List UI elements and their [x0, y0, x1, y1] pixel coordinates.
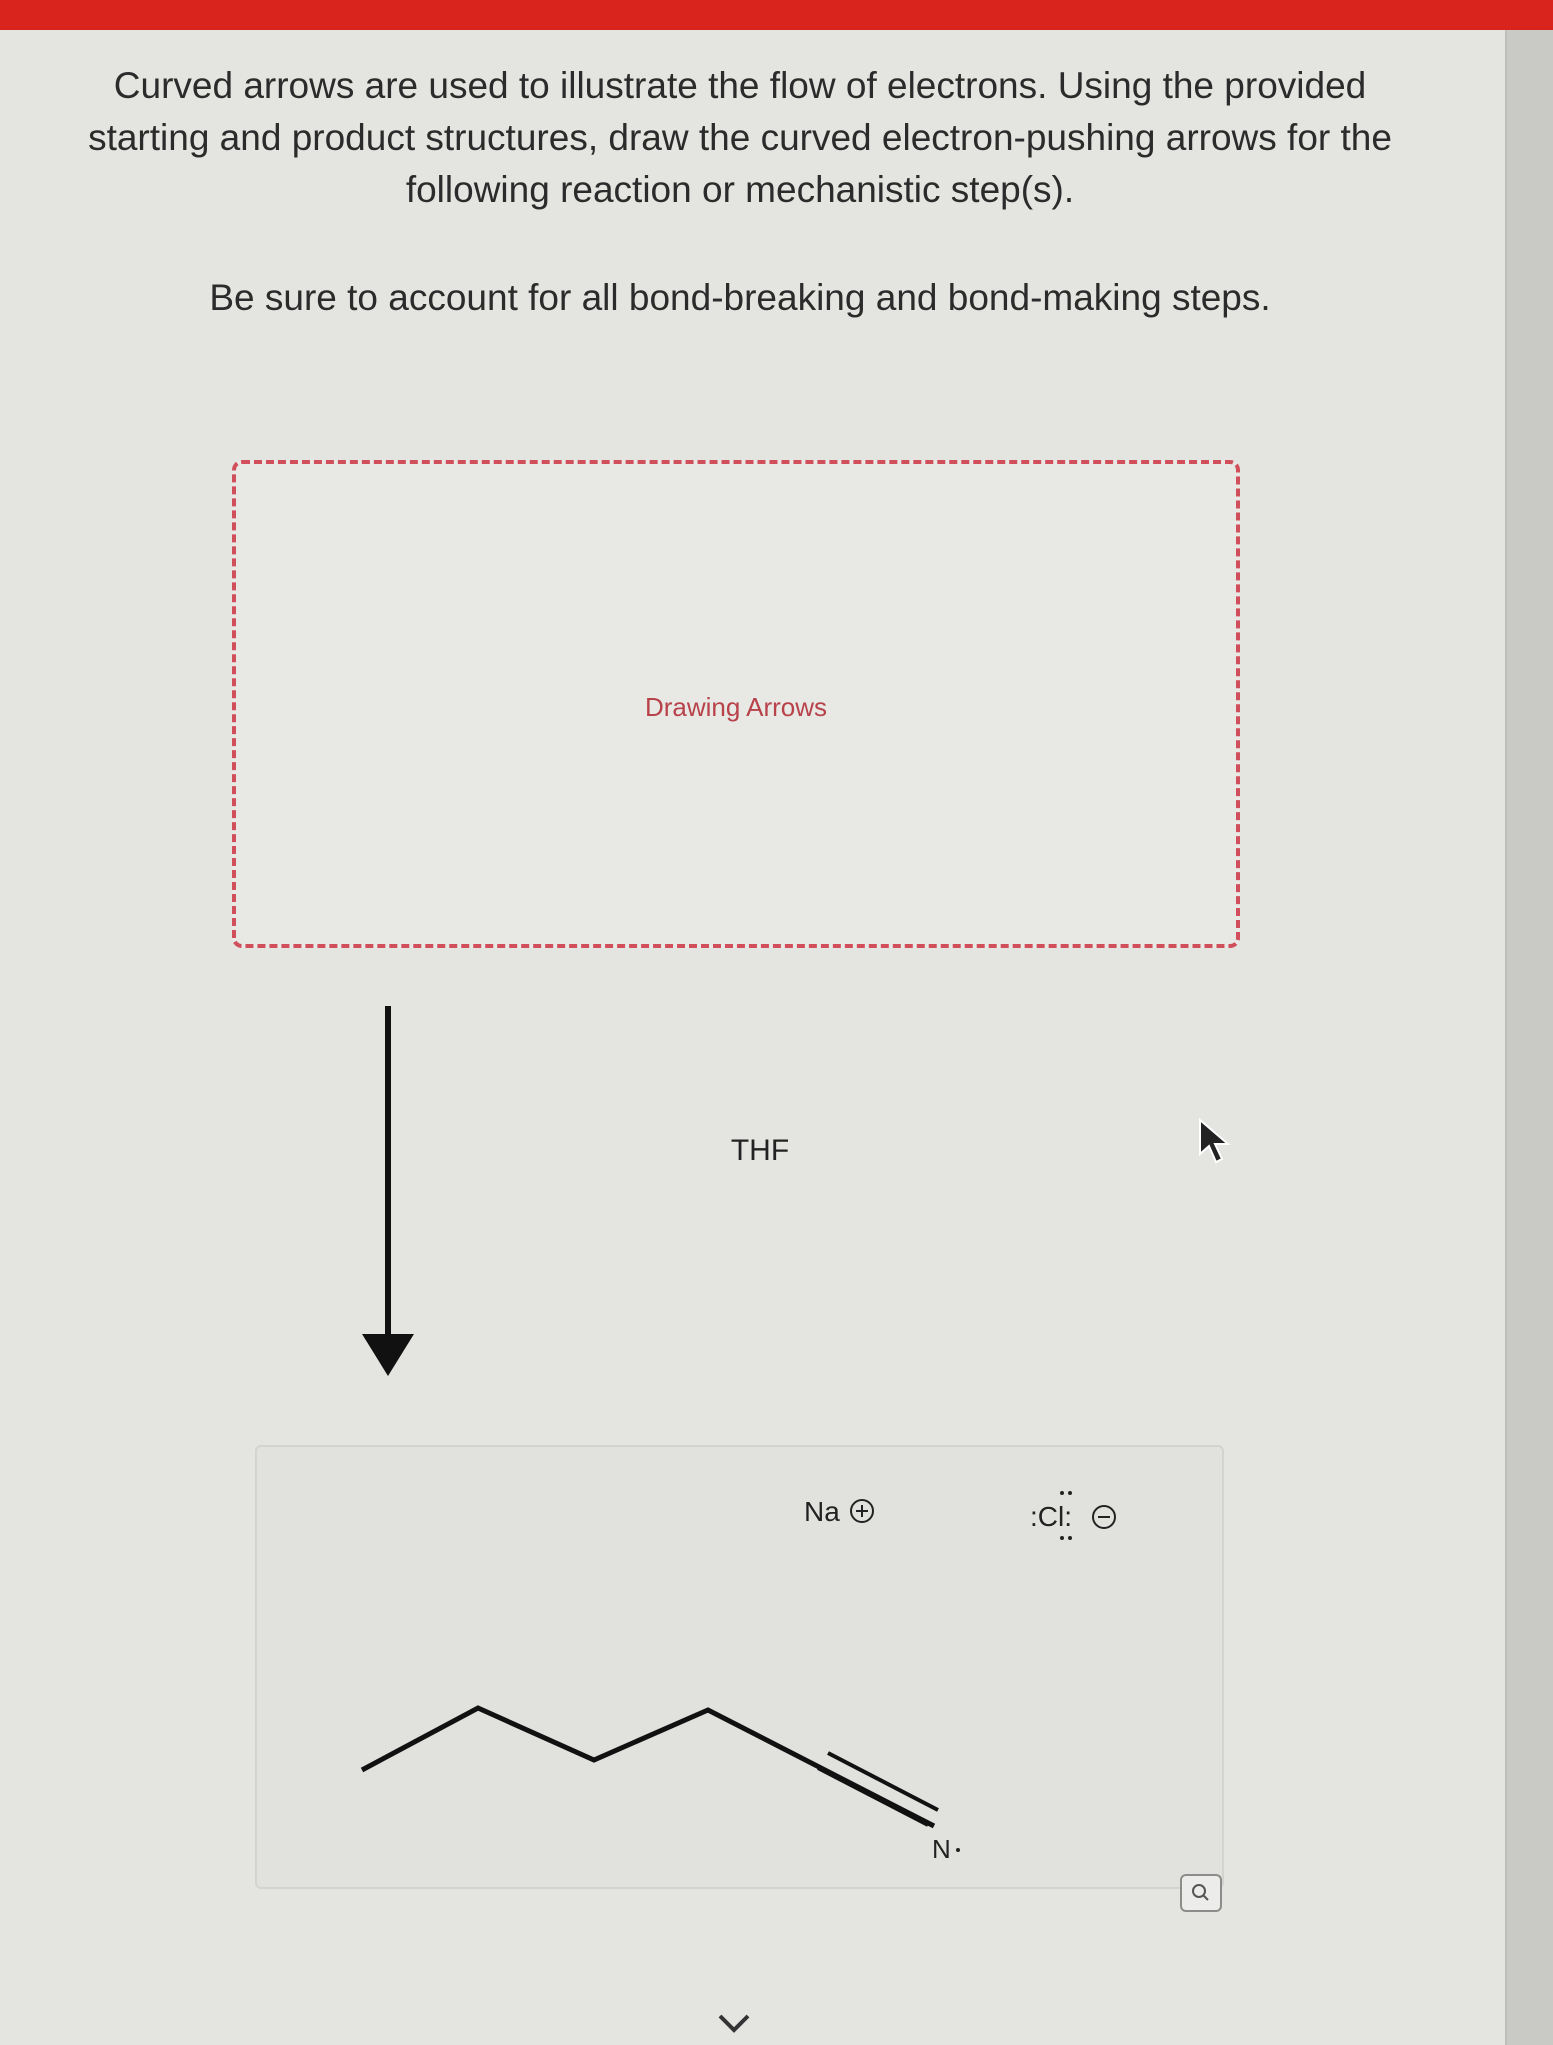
magnifier-icon	[1182, 1876, 1220, 1910]
instructions-line-1: Curved arrows are used to illustrate the flow of electrons. Using the provided	[113, 65, 1367, 106]
instructions-note: Be sure to account for all bond-breaking and bond-making steps.	[209, 277, 1271, 318]
nitrogen-atom: N	[932, 1834, 951, 1864]
down-arrow-icon	[352, 1004, 424, 1384]
chevron-down-icon[interactable]	[714, 2010, 754, 2038]
instructions-line-3: following reaction or mechanistic step(s).	[405, 169, 1075, 210]
instructions-text	[20, 60, 1460, 216]
positive-charge-icon	[848, 1497, 876, 1525]
zoom-button[interactable]	[1180, 1874, 1222, 1912]
chloride-symbol: :Cl:	[1030, 1501, 1072, 1532]
mouse-cursor-icon	[1196, 1118, 1236, 1168]
sodium-cation[interactable]	[804, 1496, 876, 1528]
negative-charge-icon	[1093, 1506, 1115, 1528]
pentanenitrile-structure[interactable]	[350, 1700, 970, 1880]
chloride-anion[interactable]	[1030, 1486, 1120, 1546]
arrow-drawing-area[interactable]	[232, 460, 1240, 948]
reaction-condition: THF	[730, 1134, 790, 1167]
sodium-symbol: Na	[804, 1496, 840, 1527]
drawing-area-label: Drawing Arrows	[644, 692, 828, 722]
instructions-line-2: starting and product structures, draw the curved electron-pushing arrows for the	[88, 117, 1392, 158]
scrollbar-track[interactable]	[1505, 30, 1553, 2045]
